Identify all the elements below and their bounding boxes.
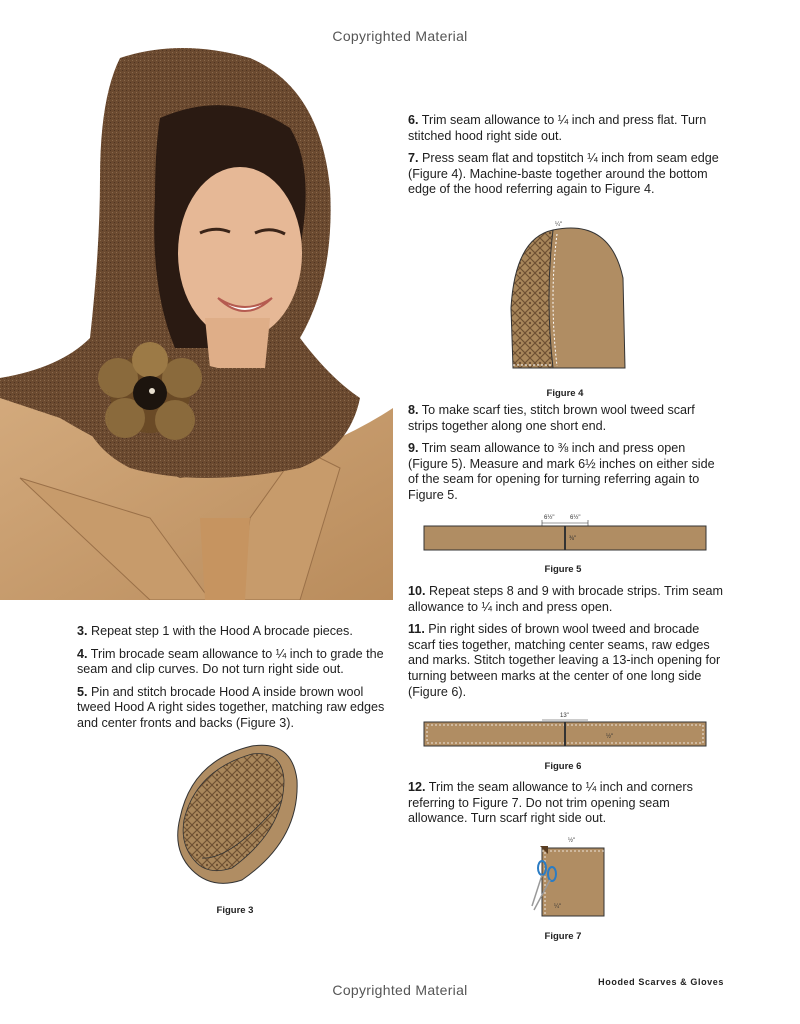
figure-4-illustration (505, 218, 635, 383)
svg-text:½": ½" (606, 734, 614, 740)
svg-text:½": ½" (568, 838, 576, 844)
figure-3-caption: Figure 3 (216, 905, 254, 916)
svg-text:6½": 6½" (570, 515, 581, 521)
svg-text:⅜": ⅜" (569, 536, 577, 542)
copyright-banner-bottom: Copyrighted Material (332, 982, 468, 998)
svg-text:¼": ¼" (554, 904, 562, 910)
figure-7-illustration (520, 834, 610, 920)
figure-7-caption: Figure 7 (544, 931, 582, 942)
step-12: 12. Trim the seam allowance to ¼ inch and corners referring to Figure 7. Do not trim opening seam allowance. Turn scarf right side out. (408, 780, 693, 826)
section-title-footer: Hooded Scarves & Gloves (598, 977, 724, 987)
svg-text:6½": 6½" (544, 515, 555, 521)
step-6: 6. Trim seam allowance to ¼ inch and press flat. Turn stitched hood right side out. (408, 113, 707, 143)
step-5: 5. Pin and stitch brocade Hood A inside brown wool tweed Hood A right sides together, matching raw edges and center fronts and backs (Figure 3). (77, 684, 385, 730)
copyright-banner-top: Copyrighted Material (332, 28, 468, 44)
step-8: 8. To make scarf ties, stitch brown wool tweed scarf strips together along one short end. (408, 403, 695, 433)
figure-3-illustration (172, 740, 302, 895)
step-9: 9. Trim seam allowance to ⅜ inch and press open (Figure 5). Measure and mark 6½ inches on either side of the seam for opening for turning referring again to Figure 5. (408, 441, 715, 502)
svg-text:¼": ¼" (555, 222, 563, 228)
svg-text:13": 13" (560, 713, 569, 719)
figure-5-caption: Figure 5 (544, 564, 582, 575)
figure-5-illustration (420, 510, 710, 555)
step-3: 3. Repeat step 1 with the Hood A brocade pieces. (77, 624, 353, 638)
figure-6-caption: Figure 6 (544, 761, 582, 772)
step-4: 4. Trim brocade seam allowance to ¼ inch to grade the seam and clip curves. Do not turn right side out. (77, 646, 384, 677)
figure-4-caption: Figure 4 (546, 388, 584, 399)
step-11: 11. Pin right sides of brown wool tweed and brocade scarf ties together, matching center seams, raw edges and marks. Stitch together leaving a 13-inch opening for turning between marks at the center of one long side (Figure 6). (408, 622, 721, 699)
figure-6-illustration (420, 708, 710, 750)
hood-scarf-photo (0, 48, 393, 600)
step-7: 7. Press seam flat and topstitch ¼ inch from seam edge (Figure 4). Machine-baste together around the bottom edge of the hood referring again to Figure 4. (408, 151, 719, 197)
step-10: 10. Repeat steps 8 and 9 with brocade strips. Trim seam allowance to ¼ inch and press open. (408, 584, 724, 614)
